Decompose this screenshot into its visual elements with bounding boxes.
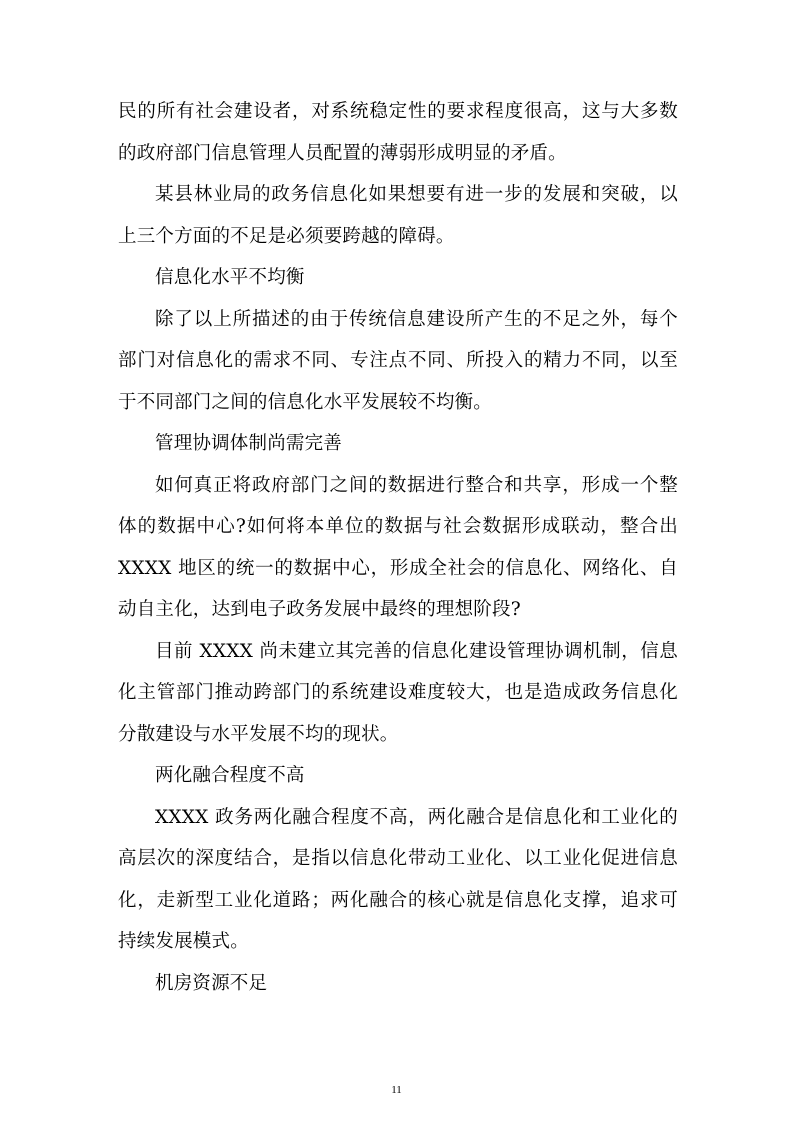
paragraph: XXXX 政务两化融合程度不高，两化融合是信息化和工业化的高层次的深度结合，是指以信息化带动工业化、以工业化促进信息化，走新型工业化道路；两化融合的核心就是信息化支撑，追求可持续发展模式。: [118, 806, 678, 952]
paragraph-continuation: 民的所有社会建设者，对系统稳定性的要求程度很高，这与大多数的政府部门信息管理人员配置的薄弱形成明显的矛盾。: [118, 101, 678, 164]
paragraph: 除了以上所描述的由于传统信息建设所产生的不足之外，每个部门对信息化的需求不同、专注点不同、所投入的精力不同，以至于不同部门之间的信息化水平发展较不均衡。: [118, 308, 678, 413]
section-heading: 信息化水平不均衡: [155, 267, 305, 288]
paragraph: 目前 XXXX 尚未建立其完善的信息化建设管理协调机制，信息化主管部门推动跨部门的系统建设难度较大，也是造成政务信息化分散建设与水平发展不均的现状。: [118, 640, 678, 745]
section-heading: 管理协调体制尚需完善: [155, 433, 343, 454]
paragraph: 某县林业局的政务信息化如果想要有进一步的发展和突破，以上三个方面的不足是必须要跨越的障碍。: [118, 184, 678, 247]
paragraph: 如何真正将政府部门之间的数据进行整合和共享，形成一个整体的数据中心?如何将本单位的数据与社会数据形成联动，整合出 XXXX 地区的统一的数据中心，形成全社会的信息化、网络化、自动自主化，达到电子政务发展中最终的理想阶段?: [118, 474, 678, 620]
page-number: 11: [391, 1084, 402, 1096]
section-heading: 机房资源不足: [155, 972, 268, 994]
document-body: [118, 91, 678, 1004]
section-heading: 两化融合程度不高: [155, 765, 305, 786]
